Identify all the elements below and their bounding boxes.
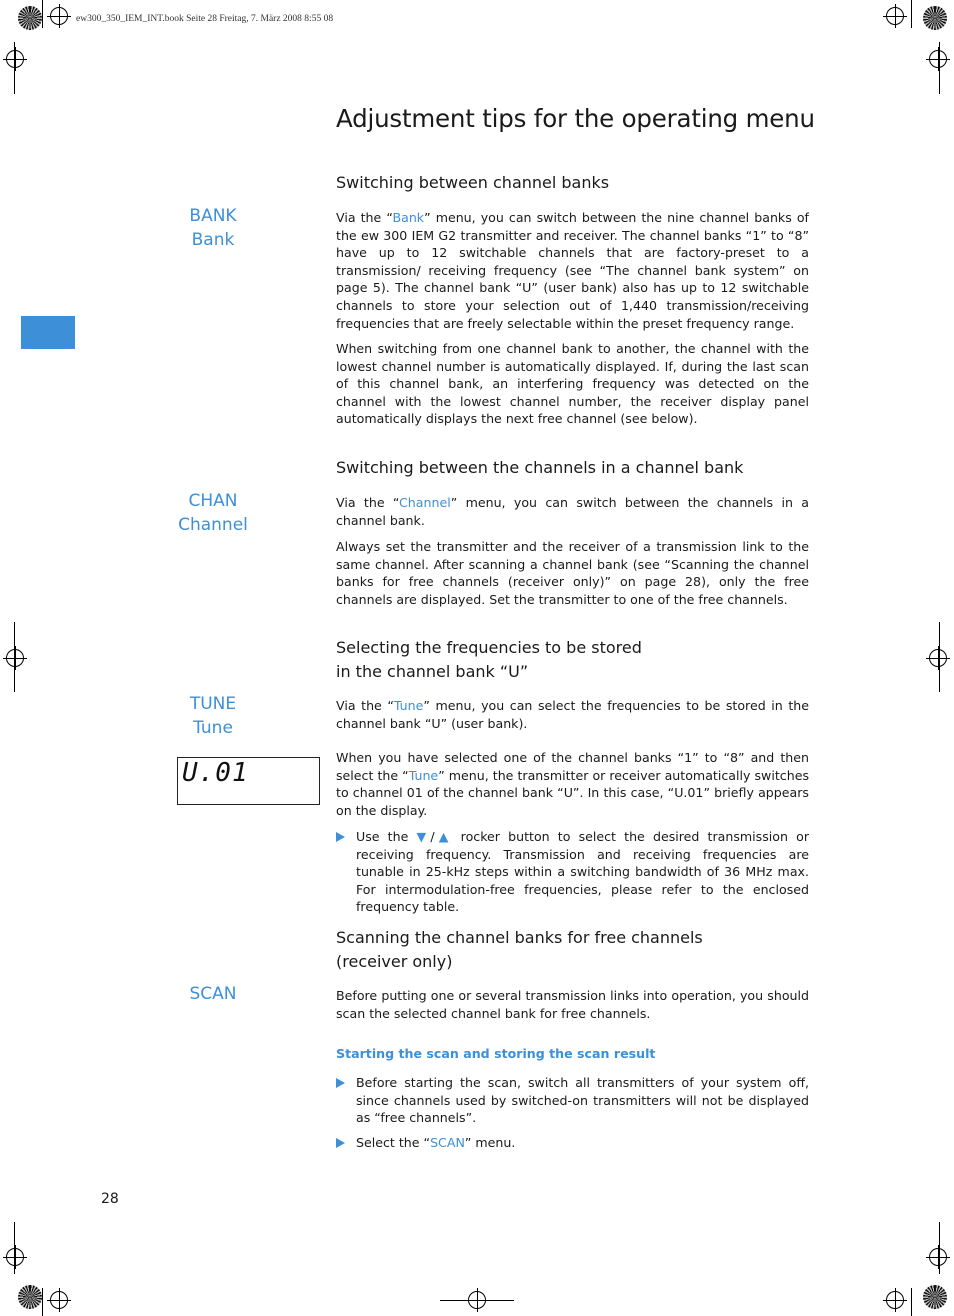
crosshair-icon [929, 1248, 947, 1266]
lcd-readout: U.01 [182, 758, 249, 788]
menu-display-name: BANK [189, 206, 237, 226]
crop-mark [14, 1222, 15, 1274]
crop-mark [939, 1222, 940, 1274]
crosshair-icon [886, 1291, 904, 1309]
section-heading-channel-banks: Switching between channel banks [336, 173, 610, 192]
text: / [430, 829, 435, 844]
text: rocker button to select the desired transmission or receiving frequency. Transmission and receiving frequencies are tunable in 25-kHz steps within a switching bandwidth of 36 MHz max. For intermodulation-free frequencies, please refer to the enclosed frequency table. [356, 829, 810, 915]
paragraph [336, 209, 809, 332]
subheading: Starting the scan and storing the scan result [336, 1046, 656, 1061]
menu-label-bank [150, 205, 276, 252]
text: Before starting the scan, switch all transmitters of your system off, since channels used by switched-on transmitters will not be displayed as “free channels”. [356, 1075, 809, 1126]
paragraph: Always set the transmitter and the receiver of a transmission link to the same channel. After scanning a channel bank (see “Scanning the channel banks for free channels (receiver only)” on page 28), only the free channels are displayed. Set the transmitter to one of the free channels. [336, 539, 809, 607]
bullet-arrow-icon [336, 1138, 345, 1148]
crop-mark [14, 622, 15, 692]
instruction-step [336, 1074, 809, 1127]
heading-line: Scanning the channel banks for free channels [336, 928, 703, 947]
instruction-step [336, 1134, 809, 1152]
up-arrow-icon: ▲ [434, 829, 453, 844]
crop-mark [939, 622, 940, 692]
crop-mark [14, 42, 15, 94]
print-header: ew300_350_IEM_INT.book Seite 28 Freitag, 7. März 2008 8:55 08 [76, 14, 334, 24]
menu-name: Bank [191, 229, 235, 250]
menu-label-chan [150, 490, 276, 537]
menu-display-name: SCAN [189, 984, 237, 1004]
crosshair-icon [50, 1291, 68, 1309]
menu-display-name: CHAN [188, 491, 238, 511]
menu-reference: SCAN [430, 1135, 465, 1150]
paragraph: Before putting one or several transmission links into operation, you should scan the selected channel bank for free channels. [336, 988, 809, 1021]
text: When you have selected one of the channel banks “1” to “8” and then select the “ [336, 750, 809, 783]
menu-label-scan [150, 983, 276, 1007]
text: ” menu, you can switch between the nine channel banks of the ew 300 IEM G2 transmitter and receiver. The channel banks “1” to “8” have up to 12 switchable channels that are factory-preset to a transmission/ receiving frequency (see “The channel bank system” on page 5). The channel bank “U” (user bank) also has up to 12 switchable channels to store your selection out of 1,440 transmission/receiving frequencies that are freely selectable within the preset frequency range. [336, 210, 809, 331]
text: ” menu. [464, 1135, 516, 1150]
crop-mark [911, 1288, 912, 1316]
instruction-step [336, 828, 809, 916]
chapter-tab [21, 316, 75, 349]
menu-display-name: TUNE [189, 694, 237, 714]
heading-line: Selecting the frequencies to be stored [336, 638, 642, 657]
lcd-display [177, 757, 320, 805]
menu-reference: Channel [398, 495, 451, 510]
text: Select the “ [356, 1135, 431, 1150]
crop-mark [42, 1288, 43, 1316]
crosshair-icon [50, 7, 68, 25]
crop-mark [939, 42, 940, 94]
menu-name: Channel [178, 514, 248, 535]
crop-mark [42, 0, 43, 28]
paragraph: When switching from one channel bank to another, the channel with the lowest channel number is automatically displayed. If, during the last scan of this channel bank, an interfering frequency was detected on the channel with the lowest channel number, the receiver display panel automatically displays the next free channel (see below). [336, 341, 809, 427]
text: Via the “ [336, 698, 394, 713]
paragraph [336, 494, 809, 529]
paragraph [336, 697, 809, 732]
crosshair-icon [886, 7, 904, 25]
registration-star-icon [18, 1285, 42, 1309]
page-title: Adjustment tips for the operating menu [336, 104, 815, 133]
text: Via the “ [336, 210, 393, 225]
menu-reference: Tune [408, 767, 439, 783]
page-number: 28 [101, 1191, 119, 1207]
registration-star-icon [923, 6, 947, 30]
crosshair-icon [6, 50, 24, 68]
crosshair-icon [929, 649, 947, 667]
bullet-arrow-icon [336, 1078, 345, 1088]
down-arrow-icon: ▼ [416, 829, 431, 844]
crosshair-icon [6, 649, 24, 667]
menu-reference: Bank [392, 210, 425, 225]
menu-name: Tune [193, 717, 233, 738]
paragraph [336, 749, 809, 819]
heading-line: in the channel bank “U” [336, 662, 529, 681]
section-heading-frequencies [336, 636, 642, 684]
section-heading-channels: Switching between the channels in a channel bank [336, 458, 744, 477]
crop-mark [440, 1300, 514, 1301]
section-heading-scan [336, 926, 703, 974]
crosshair-icon [929, 50, 947, 68]
registration-star-icon [923, 1285, 947, 1309]
text: ” menu, you can switch between the channels in a channel bank. [336, 495, 809, 528]
heading-line: (receiver only) [336, 952, 453, 971]
menu-label-tune [150, 693, 276, 740]
bullet-arrow-icon [336, 832, 345, 842]
text: ” menu, you can select the frequencies to be stored in the channel bank “U” (user bank). [336, 698, 809, 731]
registration-star-icon [18, 6, 42, 30]
crop-mark [911, 0, 912, 28]
crosshair-icon [6, 1248, 24, 1266]
text: ” menu, the transmitter or receiver automatically switches to channel 01 of the channel bank “U”. In this case, “U.01” briefly appears on the display. [336, 767, 809, 818]
menu-reference: Tune [393, 698, 424, 713]
text: Use the [356, 829, 417, 844]
text: Via the “ [336, 495, 399, 510]
